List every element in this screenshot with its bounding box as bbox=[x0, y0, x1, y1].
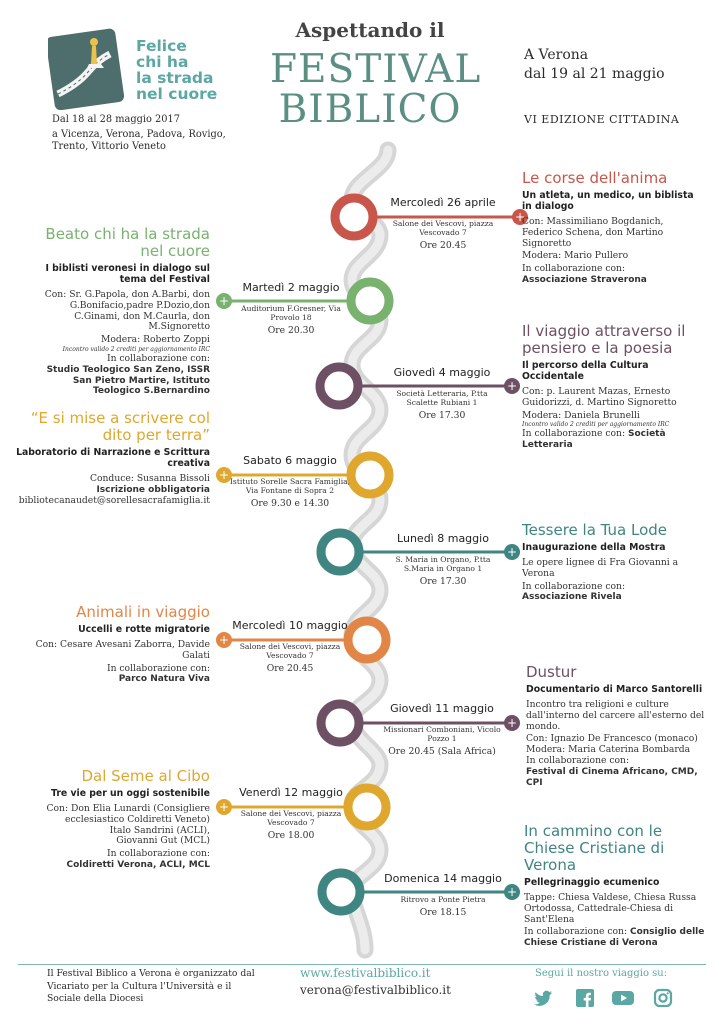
event-partner: Associazione Straverona bbox=[522, 274, 647, 285]
stop-2 bbox=[232, 281, 350, 336]
stop-date: Mercoledì 10 maggio bbox=[232, 619, 348, 632]
event-7 bbox=[526, 664, 712, 788]
event-collab-label: In collaborazione con: bbox=[522, 580, 626, 592]
event-partner: Società Letteraria bbox=[522, 429, 666, 451]
event-subtitle: Pellegrinaggio ecumenico bbox=[524, 877, 660, 888]
festival-title-line1: FESTIVAL bbox=[270, 47, 482, 92]
event-title: “E si mise a scrivere col dito per terra” bbox=[30, 409, 210, 444]
festival-title-line2: BIBLICO bbox=[278, 87, 462, 132]
stop-time: Ore 17.30 bbox=[419, 576, 467, 587]
stop-time: Ore 18.00 bbox=[267, 830, 315, 841]
event-description: Le opere lignee di Fra Giovanni a Verona bbox=[522, 557, 679, 579]
event-speakers: Italo Sandrini (ACLI), bbox=[109, 824, 210, 836]
festival-cities: a Vicenza, Verona, Padova, Rovigo, Trento, Vittorio Veneto bbox=[52, 129, 226, 152]
instagram-icon[interactable] bbox=[653, 988, 673, 1008]
slogan-line: chi ha bbox=[136, 53, 189, 71]
footer-organizer: Il Festival Biblico a Verona è organizzato dal Vicariato per la Cultura l'Università e il Sociale della Diocesi bbox=[47, 968, 255, 1004]
stop-venue: Ritrovo a Ponte Pietra bbox=[400, 895, 486, 904]
event-subtitle: I biblisti veronesi in dialogo sul tema del Festival bbox=[45, 263, 210, 285]
stop-time: Ore 9.30 e 14.30 bbox=[250, 498, 330, 509]
stop-date: Giovedì 11 maggio bbox=[390, 702, 494, 715]
event-moderator: Modera: Daniela Brunelli bbox=[522, 409, 640, 421]
event-moderator: Modera: Maria Caterina Bombarda bbox=[526, 744, 691, 756]
stop-6 bbox=[228, 619, 352, 674]
event-speakers: Con: Sr. G.Papola, don A.Barbi, don G.Bonifacio,padre P.Dozio,don C.Ginami, don M.Caurla, don M.Signoretto bbox=[44, 289, 210, 333]
stop-1 bbox=[380, 196, 506, 251]
event-subtitle: Un atleta, un medico, un biblista in dialogo bbox=[522, 190, 694, 212]
event-registration-note: Iscrizione obbligatoria bbox=[96, 484, 210, 495]
event-credit-note: Incontro valido 2 crediti per aggiornamento IRC bbox=[522, 421, 670, 429]
event-subtitle: Documentario di Marco Santorelli bbox=[526, 684, 703, 695]
stop-time: Ore 20.45 bbox=[419, 240, 467, 251]
event-speakers: Con: p. Laurent Mazas, Ernesto Guidorizzi, d. Martino Signoretto bbox=[522, 386, 677, 408]
stop-time: Ore 17.30 bbox=[418, 410, 466, 421]
website-link[interactable]: www.festivalbiblico.it bbox=[300, 966, 431, 980]
event-stops: Tappe: Chiesa Valdese, Chiesa Russa Ortodossa, Cattedrale-Chiesa di Sant'Elena bbox=[524, 892, 697, 925]
event-description: Incontro tra religioni e culture dall'interno del carcere all'esterno del mondo. bbox=[526, 699, 705, 732]
stop-5 bbox=[383, 532, 503, 587]
event-1 bbox=[522, 170, 702, 286]
event-speakers: Con: Cesare Avesani Zaborra, Davide Galati bbox=[35, 639, 210, 661]
event-collab-label: In collaborazione con: bbox=[522, 263, 626, 275]
twitter-icon[interactable] bbox=[533, 988, 553, 1008]
verona-line2: dal 19 al 21 maggio bbox=[524, 66, 665, 82]
event-moderator: Modera: Roberto Zoppi bbox=[100, 334, 210, 346]
festival-dates: Dal 18 al 28 maggio 2017 bbox=[52, 114, 180, 125]
stop-time: Ore 20.45 (Sala Africa) bbox=[388, 746, 496, 757]
event-collab-label: In collaborazione con: bbox=[106, 662, 210, 674]
event-email: bibliotecanaudet@sorellesacrafamiglia.it bbox=[18, 494, 210, 506]
event-collab-label: In collaborazione con: bbox=[526, 754, 630, 766]
youtube-icon[interactable] bbox=[611, 988, 635, 1008]
svg-text:+: + bbox=[218, 633, 230, 647]
event-partner: Festival di Cinema Africano, CMD, CPI bbox=[526, 766, 698, 788]
event-conductor: Conduce: Susanna Bissoli bbox=[89, 473, 210, 484]
event-partner: Coldiretti Verona, ACLI, MCL bbox=[66, 859, 210, 870]
edition-label: VI EDIZIONE CITTADINA bbox=[524, 113, 680, 126]
event-title: Dustur bbox=[526, 663, 577, 681]
stop-venue: Missionari Comboniani, Vicolo Pozzo 1 bbox=[383, 725, 501, 743]
event-collab-label: In collaborazione con: bbox=[106, 352, 210, 364]
event-speakers: Giovanni Gut (MCL) bbox=[116, 835, 210, 847]
stop-date: Sabato 6 maggio bbox=[243, 454, 337, 467]
stop-4 bbox=[228, 454, 352, 509]
event-speakers: Con: Massimiliano Bogdanich, Federico Schena, don Martino Signoretto bbox=[522, 216, 664, 249]
event-subtitle: Il percorso della Cultura Occidentale bbox=[522, 360, 649, 382]
event-subtitle: Inaugurazione della Mostra bbox=[522, 542, 666, 553]
slogan-line: Felice bbox=[136, 37, 187, 55]
event-collab-label: In collaborazione con: bbox=[106, 848, 210, 860]
stop-venue: Salone dei Vescovi, piazza Vescovado 7 bbox=[392, 219, 494, 237]
event-collab-label: In collaborazione con: bbox=[524, 926, 628, 938]
event-6 bbox=[30, 604, 210, 685]
event-title: In cammino con le Chiese Cristiane di Verona bbox=[524, 822, 665, 874]
stop-date: Martedì 2 maggio bbox=[242, 281, 340, 294]
stop-time: Ore 18.15 bbox=[419, 907, 467, 918]
event-title: Beato chi ha la strada nel cuore bbox=[45, 225, 210, 260]
stop-venue: Salone dei Vescovi, piazza Vescovado 7 bbox=[240, 809, 342, 827]
email-link[interactable]: verona@festivalbiblico.it bbox=[300, 983, 451, 997]
event-subtitle: Laboratorio di Narrazione e Scrittura creativa bbox=[16, 447, 210, 469]
svg-text:+: + bbox=[506, 885, 518, 899]
verona-line1: A Verona bbox=[524, 47, 589, 63]
stop-time: Ore 20.30 bbox=[267, 325, 315, 336]
event-partner: Associazione Rivela bbox=[522, 592, 622, 603]
event-partner: Consiglio delle Chiese Cristiane di Verona bbox=[524, 927, 705, 949]
event-credit-note: Incontro valido 2 crediti per aggiornamento IRC bbox=[62, 345, 210, 353]
event-speakers: Con: Ignazio De Francesco (monaco) bbox=[526, 733, 698, 745]
event-title: Dal Seme al Cibo bbox=[81, 767, 210, 785]
svg-text:+: + bbox=[218, 294, 230, 308]
footer-divider bbox=[18, 964, 706, 965]
event-moderator: Modera: Mario Pullero bbox=[522, 250, 629, 262]
stop-8 bbox=[232, 786, 350, 841]
svg-text:+: + bbox=[506, 716, 518, 730]
stop-3 bbox=[383, 366, 501, 421]
facebook-icon[interactable] bbox=[575, 988, 595, 1008]
svg-text:+: + bbox=[506, 379, 518, 393]
stop-9 bbox=[383, 872, 503, 918]
event-title: Animali in viaggio bbox=[76, 603, 210, 621]
stop-venue: Istituto Sorelle Sacra Famiglia, Via Fontane di Sopra 2 bbox=[229, 477, 351, 495]
svg-text:+: + bbox=[218, 468, 230, 482]
slogan-line: nel cuore bbox=[136, 85, 218, 103]
stop-date: Lunedì 8 maggio bbox=[397, 532, 489, 545]
event-title: Tessere la Tua Lode bbox=[522, 521, 668, 539]
event-3 bbox=[522, 323, 708, 451]
stop-date: Giovedì 4 maggio bbox=[393, 366, 491, 379]
svg-text:+: + bbox=[506, 545, 518, 559]
stop-date: Mercoledì 26 aprile bbox=[390, 196, 496, 209]
follow-label: Segui il nostro viaggio su: bbox=[535, 968, 668, 979]
event-speakers: Con: Don Elia Lunardi (Consigliere ecclesiastico Coldiretti Veneto) bbox=[46, 803, 210, 825]
event-title: Le corse dell'anima bbox=[522, 169, 668, 187]
stop-date: Venerdì 12 maggio bbox=[239, 786, 343, 799]
svg-text:+: + bbox=[218, 800, 230, 814]
event-collab-label: In collaborazione con: bbox=[522, 428, 626, 440]
stop-time: Ore 20.45 bbox=[266, 663, 314, 674]
event-partner: Parco Natura Viva bbox=[118, 674, 210, 685]
stop-venue: Salone dei Vescovi, piazza Vescovado 7 bbox=[239, 642, 341, 660]
aspettando-heading: Aspettando il bbox=[295, 18, 445, 42]
event-9 bbox=[524, 823, 710, 949]
event-8 bbox=[30, 768, 210, 871]
event-4 bbox=[14, 410, 210, 506]
event-5 bbox=[522, 522, 708, 603]
event-subtitle: Uccelli e rotte migratorie bbox=[78, 624, 210, 635]
event-partner: Studio Teologico San Zeno, ISSR San Pietro Martire, Istituto Teologico S.Bernardino bbox=[46, 364, 210, 397]
event-2 bbox=[30, 226, 210, 397]
stop-venue: S. Maria in Organo, P.tta S.Maria in Organo 1 bbox=[395, 555, 491, 573]
slogan-line: la strada bbox=[136, 69, 214, 87]
stop-venue: Società Letteraria, P.tta Scalette Rubiani 1 bbox=[396, 389, 488, 407]
stop-7 bbox=[380, 702, 504, 757]
event-title: Il viaggio attraverso il pensiero e la poesia bbox=[522, 322, 686, 357]
stop-date: Domenica 14 maggio bbox=[384, 872, 502, 885]
event-subtitle: Tre vie per un oggi sostenibile bbox=[51, 788, 210, 799]
svg-text:+: + bbox=[514, 210, 526, 224]
stop-venue: Auditorium F.Gresner, Via Provolo 18 bbox=[241, 304, 341, 322]
